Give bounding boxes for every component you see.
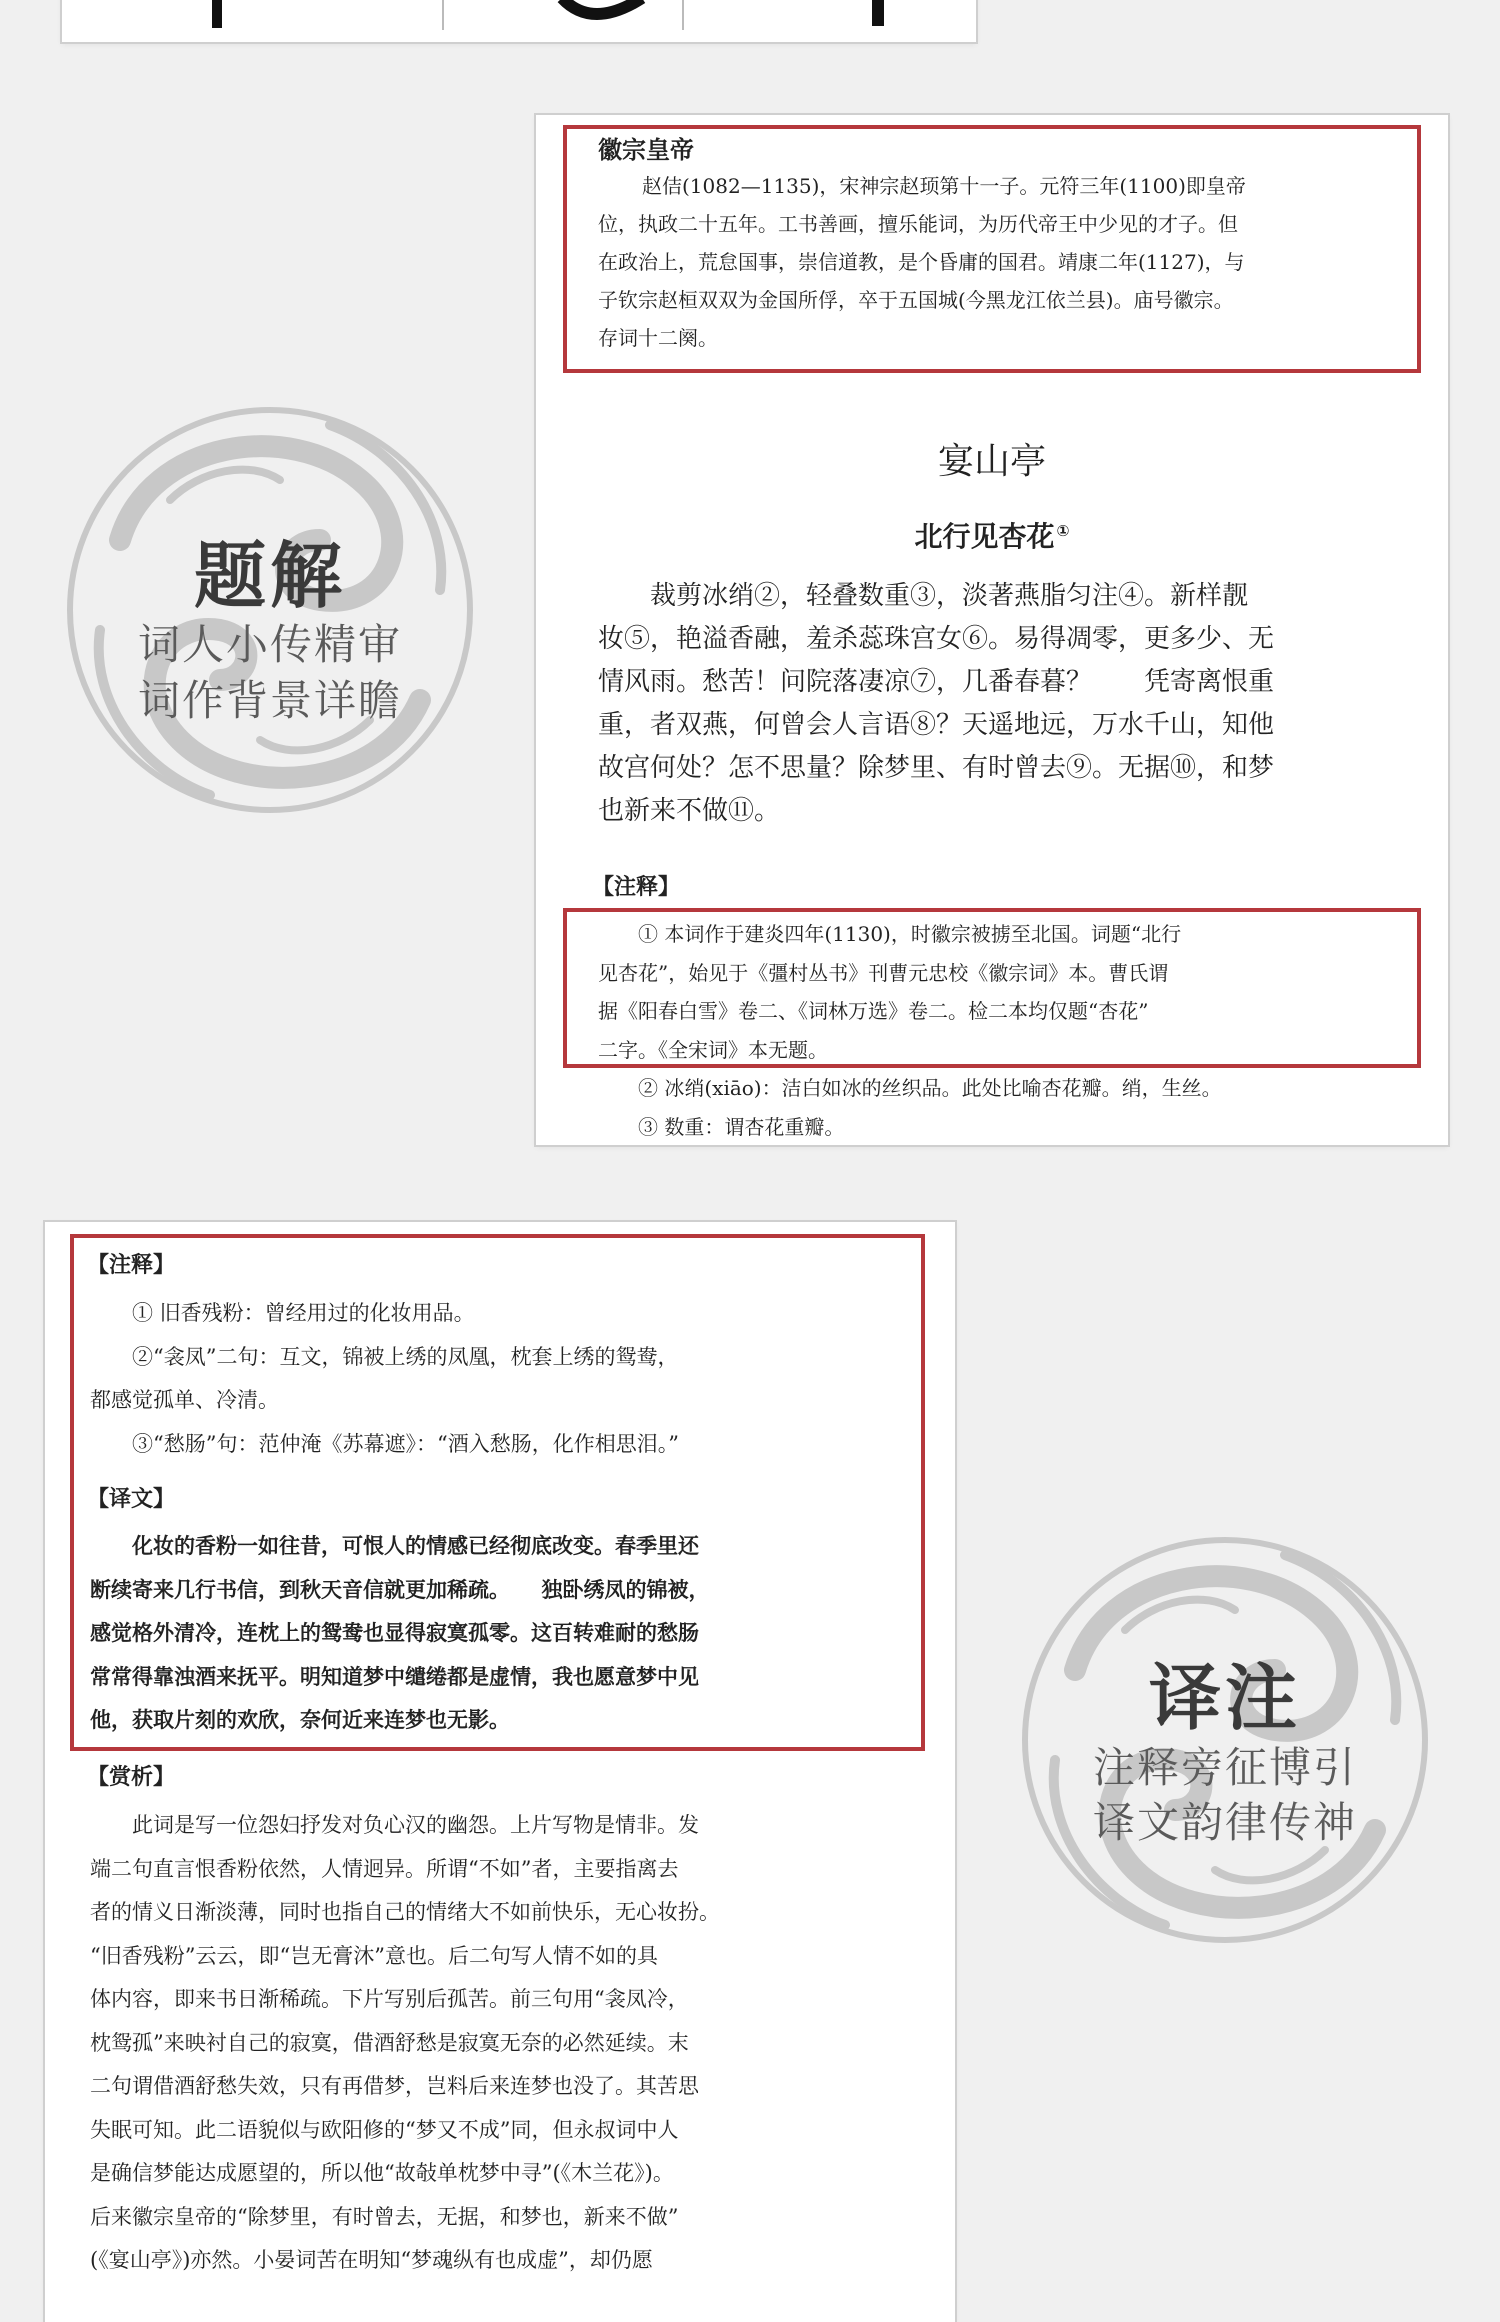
badge-yizhu-title: 译注 xyxy=(1148,1656,1301,1740)
calligraphy-fragment xyxy=(142,0,892,30)
appreciation-body xyxy=(90,1804,910,2283)
poem-subtitle-row xyxy=(536,515,1448,555)
notes-list xyxy=(598,915,1408,1145)
translation-line: 感觉格外清冷，连枕上的鸳鸯也显得寂寞孤零。这百转难耐的愁肠 xyxy=(90,1620,699,1645)
poem-line: 也新来不做⑪。 xyxy=(598,796,781,826)
bio-line: 存词十二阕。 xyxy=(598,326,718,350)
appreciation-line: “旧香残粉”云云，即“岂无膏沐”意也。后二句写人情不如的具 xyxy=(90,1943,658,1968)
badge-yizhu-line1: 注释旁征博引 xyxy=(1092,1743,1357,1792)
appreciation-line: 二句谓借酒舒愁失效，只有再借梦，岂料后来连梦也没了。其苦思 xyxy=(90,2074,699,2098)
appreciation-line: 端二句直言恨香粉依然，人情迥异。所谓“不如”者，主要指离去 xyxy=(90,1856,679,1881)
note-line: 见杏花”，始见于《彊村丛书》刊曹元忠校《徽宗词》本。曹氏谓 xyxy=(598,960,1169,985)
poem-title: 宴山亭 xyxy=(937,441,1046,482)
bio-line: 在政治上，荒怠国事，崇信道教，是个昏庸的国君。靖康二年(1127)，与 xyxy=(598,250,1245,274)
note-line: 都感觉孤单、冷清。 xyxy=(90,1388,279,1412)
poem-subtitle: 北行见杏花 xyxy=(914,520,1055,553)
translation-line: 常常得靠浊酒来抚平。明知道梦中缱绻都是虚情，我也愿意梦中见 xyxy=(90,1663,699,1689)
poem-line: 重，者双燕，何曾会人言语⑧？天遥地远，万水千山，知他 xyxy=(598,710,1275,740)
note-line: ②“衾凤”二句：互文，锦被上绣的凤凰，枕套上绣的鸳鸯， xyxy=(90,1344,679,1369)
badge-tijie xyxy=(60,400,480,820)
badge-yizhu-line2: 译文韵律传神 xyxy=(1092,1798,1357,1847)
appreciation-line: (《宴山亭》)亦然。小晏词苦在明知“梦魂纵有也成虚”，却仍愿 xyxy=(90,2248,653,2272)
poem-line: 裁剪冰绡②，轻叠数重③，淡著燕脂匀注④。新样靓 xyxy=(598,581,1249,611)
note-line: ③ 数重：谓杏花重瓣。 xyxy=(598,1114,845,1139)
translation-line: 他，获取片刻的欢欣，奈何近来连梦也无影。 xyxy=(90,1707,510,1732)
appreciation-line: 此词是写一位怨妇抒发对负心汉的幽怨。上片写物是情非。发 xyxy=(90,1813,699,1837)
poem-line: 情风雨。愁苦！问院落凄凉⑦，几番春暮？ 凭寄离恨重 xyxy=(598,667,1275,697)
notes-list-2 xyxy=(90,1292,910,1466)
bio-line: 赵佶(1082—1135)，宋神宗赵顼第十一子。元符三年(1100)即皇帝 xyxy=(642,174,1246,198)
book-page-songci xyxy=(536,115,1448,1145)
appreciation-line: 失眠可知。此二语貌似与欧阳修的“梦又不成”同，但永叔词中人 xyxy=(90,2117,679,2142)
book-page-notes-translation xyxy=(45,1222,955,2322)
top-cropped-page xyxy=(62,0,976,42)
note-line: ① 旧香残粉：曾经用过的化妆用品。 xyxy=(90,1301,475,1325)
appreciation-line: 是确信梦能达成愿望的，所以他“故敧单枕梦中寻”(《木兰花》)。 xyxy=(90,2161,674,2185)
translation-heading: 【译文】 xyxy=(87,1486,176,1512)
poem-line: 妆⑤，艳溢香融，羞杀蕊珠宫女⑥。易得凋零，更多少、无 xyxy=(598,624,1275,654)
bio-line: 位，执政二十五年。工书善画，擅乐能词，为历代帝王中少见的才子。但 xyxy=(598,212,1238,236)
note-line: ① 本词作于建炎四年(1130)，时徽宗被掳至北国。词题“北行 xyxy=(598,922,1182,946)
notes-heading-2: 【注释】 xyxy=(87,1252,176,1278)
appreciation-heading: 【赏析】 xyxy=(87,1764,176,1790)
badge-tijie-line2: 词作背景详瞻 xyxy=(137,676,402,725)
note-line: 据《阳春白雪》卷二、《词林万选》卷二。检二本均仅题“杏花” xyxy=(598,999,1149,1023)
badge-tijie-line1: 词人小传精审 xyxy=(137,620,402,669)
bio-line: 子钦宗赵桓双双为金国所俘，卒于五国城(今黑龙江依兰县)。庙号徽宗。 xyxy=(598,288,1234,312)
poem-line: 故宫何处？怎不思量？除梦里、有时曾去⑨。无据⑩，和梦 xyxy=(598,753,1275,783)
author-bio xyxy=(598,167,1398,357)
author-heading: 徽宗皇帝 xyxy=(598,135,694,164)
note-line: ② 冰绡(xiāo)：洁白如冰的丝织品。此处比喻杏花瓣。绡，生丝。 xyxy=(598,1076,1222,1100)
badge-tijie-title: 题解 xyxy=(193,534,346,618)
badge-yizhu xyxy=(1015,1530,1435,1950)
note-line: 二字。《全宋词》本无题。 xyxy=(598,1037,828,1062)
appreciation-line: 者的情义日渐淡薄，同时也指自己的情绪大不如前快乐，无心妆扮。 xyxy=(90,1900,720,1924)
poem-subtitle-note: ① xyxy=(1056,521,1070,540)
notes-heading: 【注释】 xyxy=(592,874,681,900)
appreciation-line: 后来徽宗皇帝的“除梦里，有时曾去，无据，和梦也，新来不做” xyxy=(90,2204,679,2229)
appreciation-line: 体内容，即来书日渐稀疏。下片写别后孤苦。前三句用“衾凤冷， xyxy=(90,1987,689,2011)
note-line: ③“愁肠”句：范仲淹《苏幕遮》：“酒入愁肠，化作相思泪。” xyxy=(90,1431,679,1456)
translation-line: 化妆的香粉一如往昔，可恨人的情感已经彻底改变。春季里还 xyxy=(90,1533,699,1558)
translation-line: 断续寄来几行书信，到秋天音信就更加稀疏。 独卧绣凤的锦被， xyxy=(90,1576,710,1602)
poem-body xyxy=(598,575,1408,833)
appreciation-line: 枕鸳孤”来映衬自己的寂寞，借酒舒愁是寂寞无奈的必然延续。末 xyxy=(90,2030,689,2055)
translation-body xyxy=(90,1524,910,1742)
